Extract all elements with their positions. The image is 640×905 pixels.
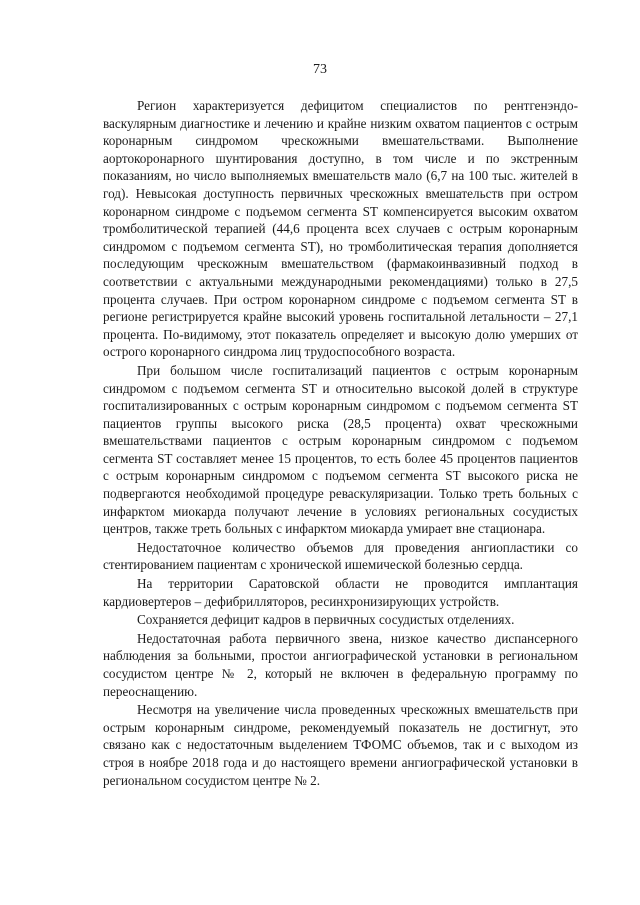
paragraph-angioplasty-volume: Недостаточное количество объемов для проведения ангиопластики со стентированием пациентам с хронической ишемической болезнью сердца.: [103, 539, 578, 573]
paragraph-cardioverters: На территории Саратовской области не проводится имплантация кардиовертеров – дефибрилляторов, ресинхронизирующих устройств.: [103, 576, 578, 609]
paragraph-indicator-not-reached: Несмотря на увеличение числа проведенных чрескожных вмешательств при острым коронарным синдроме, рекомендуемый показатель не достигнут, это связано как с недостаточным выделением ТФОМС объемов, так и с выходом из строя в ноябре 2018 года и до настоящего времени ангиографической установки в региональном сосудистом центре № 2.: [103, 702, 578, 788]
page-number: 73: [313, 62, 327, 77]
paragraph-staff-shortage: Сохраняется дефицит кадров в первичных сосудистых отделениях.: [137, 612, 515, 628]
paragraph-primary-care: Недостаточная работа первичного звена, низкое качество диспансерного наблюдения за больными, простои ангиографической установки в региональном сосудистом центре № 2, который не включен в федеральную программу по переоснащению.: [103, 630, 578, 699]
paragraph-regional-deficit: Регион характеризуется дефицитом специалистов по рентгенэндо-васкулярным диагностике и лечению и крайне низким охватом пациентов с острым коронарным синдромом чрескожными вмешательствами. Выполнение аортокоронарного шунтирования доступно, в том числе и по экстренным показаниям, но число выполняемых вмешательств мало (6,7 на 100 тыс. жителей в год). Невысокая доступность первичных чрескожных вмешательств при остром коронарном синдроме с подъемом сегмента ST компенсируется высоким охватом тромболитической терапией (44,6 процента всех случаев с острым коронарным синдромом с подъемом сегмента ST), но тромболитическая терапия дополняется последующим чрескожным вмешательством (фармакоинвазивный подход в соответствии с актуальными международными рекомендациями) только в 27,5 процента случаев. При остром коронарном синдроме с подъемом сегмента ST в регионе регистрируется крайне высокий уровень госпитальной летальности – 27,1 процента. По-видимому, этот показатель определяет и высокую долю умерших от острого коронарного синдрома лиц трудоспособного возраста.: [103, 98, 578, 360]
paragraph-hospitalizations: При большом числе госпитализаций пациентов с острым коронарным синдромом с подъемом сегмента ST и относительно высокой долей в структуре госпитализированных с острым коронарным синдромом с подъемом сегмента ST пациентов группы высокого риска (28,5 процента) охват чрескожными вмешательствами пациентов с острым коронарным синдромом с подъемом сегмента ST составляет менее 15 процентов, то есть более 45 процентов пациентов с острым коронарным синдромом с подъемом сегмента ST высокого риска не подвергаются необходимой процедуре реваскуляризации. Только треть больных с инфарктом миокарда получают лечение в условиях региональных сосудистых центров, также треть больных с инфарктом миокарда умирает вне стационара.: [103, 362, 578, 537]
document-body: [103, 97, 578, 789]
